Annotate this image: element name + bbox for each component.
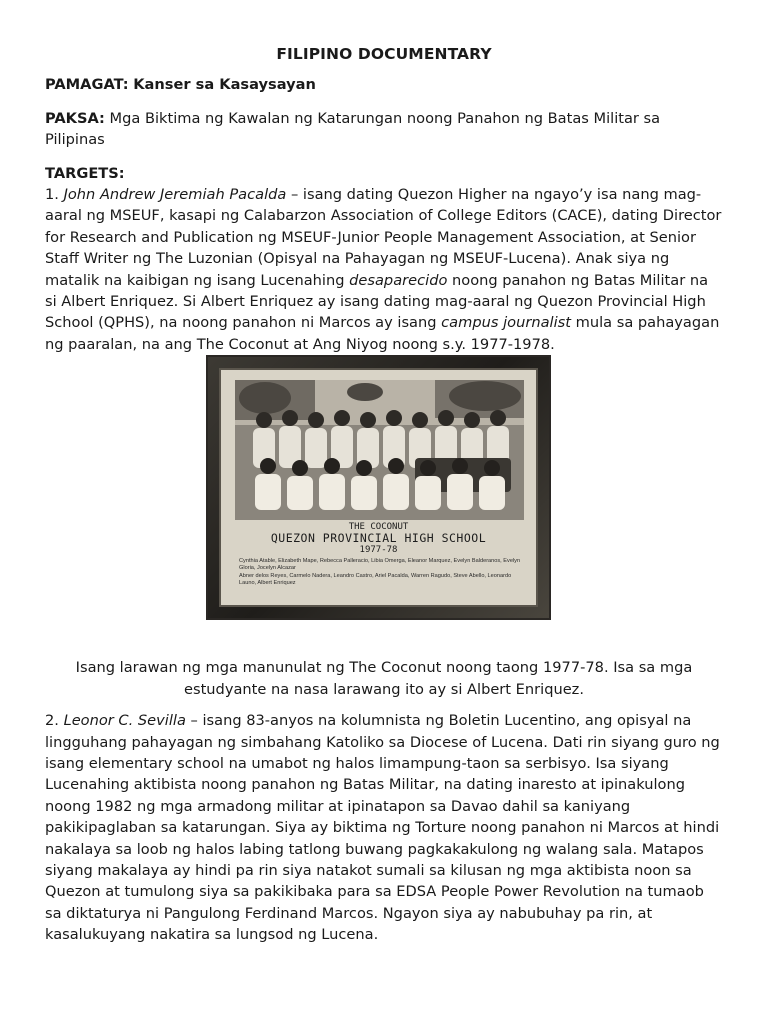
target-1-text-a: – isang dating Quezon Higher na ngayo’y isa nang mag-aaral ng MSEUF, kasapi ng Calabarzon Association of College Editors (CACE), dating Director for Research and Publication ng MSEUF-Junior People Management Association, at Senior Staff Writer ng The Luzonian (Opisyal na Pahayagan ng MSEUF-Lucena). Anak siya ng matalik na kaibigan ng isang Lucenahing xyxy=(45,186,722,289)
target-1-campus-journalist: campus journalist xyxy=(441,314,571,332)
target-2-paragraph xyxy=(45,710,723,945)
photo-mat xyxy=(219,368,538,607)
paksa-line xyxy=(45,108,723,151)
target-1-desaparecido: desaparecido xyxy=(349,271,448,289)
document-title: FILIPINO DOCUMENTARY xyxy=(276,45,492,63)
photo-caption-title: THE COCONUT xyxy=(348,522,409,533)
pamagat-line xyxy=(45,74,723,95)
target-2-name: Leonor C. Sevilla xyxy=(63,712,186,730)
photo-names-row-2: Abner delos Reyes, Carmelo Nadera, Leandro Castro, Ariel Pacalda, Warren Ragudo, Steve Abello, Leonardo Launo, Albert Enriquez xyxy=(239,573,512,586)
target-2-number: 2. xyxy=(45,712,59,730)
paksa-label: PAKSA: xyxy=(45,109,105,127)
paksa-value: Mga Biktima ng Kawalan ng Katarungan noong Panahon ng Batas Militar sa Pilipinas xyxy=(45,109,661,149)
framed-photo xyxy=(206,355,551,620)
photo-caption: Isang larawan ng mga manunulat ng The Coconut noong taong 1977-78. Isa sa mga estudyante na nasa larawang ito ay si Albert Enriquez. xyxy=(75,659,693,698)
target-1-text-c: mula sa pahayagan ng paaralan, na ang The Coconut at Ang Niyog noong s.y. 1977-1978. xyxy=(45,314,720,353)
target-1-name: John Andrew Jeremiah Pacalda xyxy=(63,186,287,204)
target-1-text-b: noong panahon ng Batas Militar na si Albert Enriquez. Si Albert Enriquez ay isang dating mag-aaral ng Quezon Provincial High School (QPHS), na noong panahon ni Marcos ay isang xyxy=(45,271,709,332)
group-photo-graphic xyxy=(235,380,524,520)
targets-heading: TARGETS: xyxy=(45,164,125,182)
photo-names-row-1: Cynthia Atable, Elizabeth Mape, Rebecca Palleracio, Libia Omerga, Eleanor Marquez, Evelyn Balderanos, Evelyn Gloria, Jocelyn Alcazar xyxy=(239,558,521,571)
photo-caption-school: QUEZON PROVINCIAL HIGH SCHOOL xyxy=(270,531,487,546)
target-1-paragraph xyxy=(45,184,723,355)
pamagat-value: Kanser sa Kasaysayan xyxy=(133,76,316,94)
group-photo xyxy=(235,380,524,520)
target-2-text: – isang 83-anyos na kolumnista ng Boletin Lucentino, ang opisyal na lingguhang pahayagan ng simbahang Katoliko sa Diocese of Lucena. Dati rin siyang guro ng isang elementary school na umabot ng halos limampung-taon sa serbisyo. Isa siyang Lucenahing aktibista noong panahon ng Batas Militar, na dating inaresto at ipinakulong noong 1982 ng mga armadong militar at ipinatapon sa Davao dahil sa kaniyang pakikipaglaban sa katarungan. Siya ay biktima ng Torture noong panahon ni Marcos at hindi nakalaya sa loob ng halos labing tatlong buwang pagkakakulong ng walang sala. Matapos siyang makalaya ay hindi pa rin siya natakot sumali sa kilusan ng mga aktibista noon sa Quezon at tumulong siya sa pakikibaka para sa EDSA People Power Revolution na tumaob sa diktaturya ni Pangulong Ferdinand Marcos. Ngayon siya ay nabubuhay pa rin, at kasalukuyang nakatira sa lungsod ng Lucena. xyxy=(45,712,720,944)
target-1-number: 1. xyxy=(45,186,59,204)
photo-caption-year: 1977-78 xyxy=(359,545,398,556)
pamagat-label: PAMAGAT: xyxy=(45,76,129,94)
